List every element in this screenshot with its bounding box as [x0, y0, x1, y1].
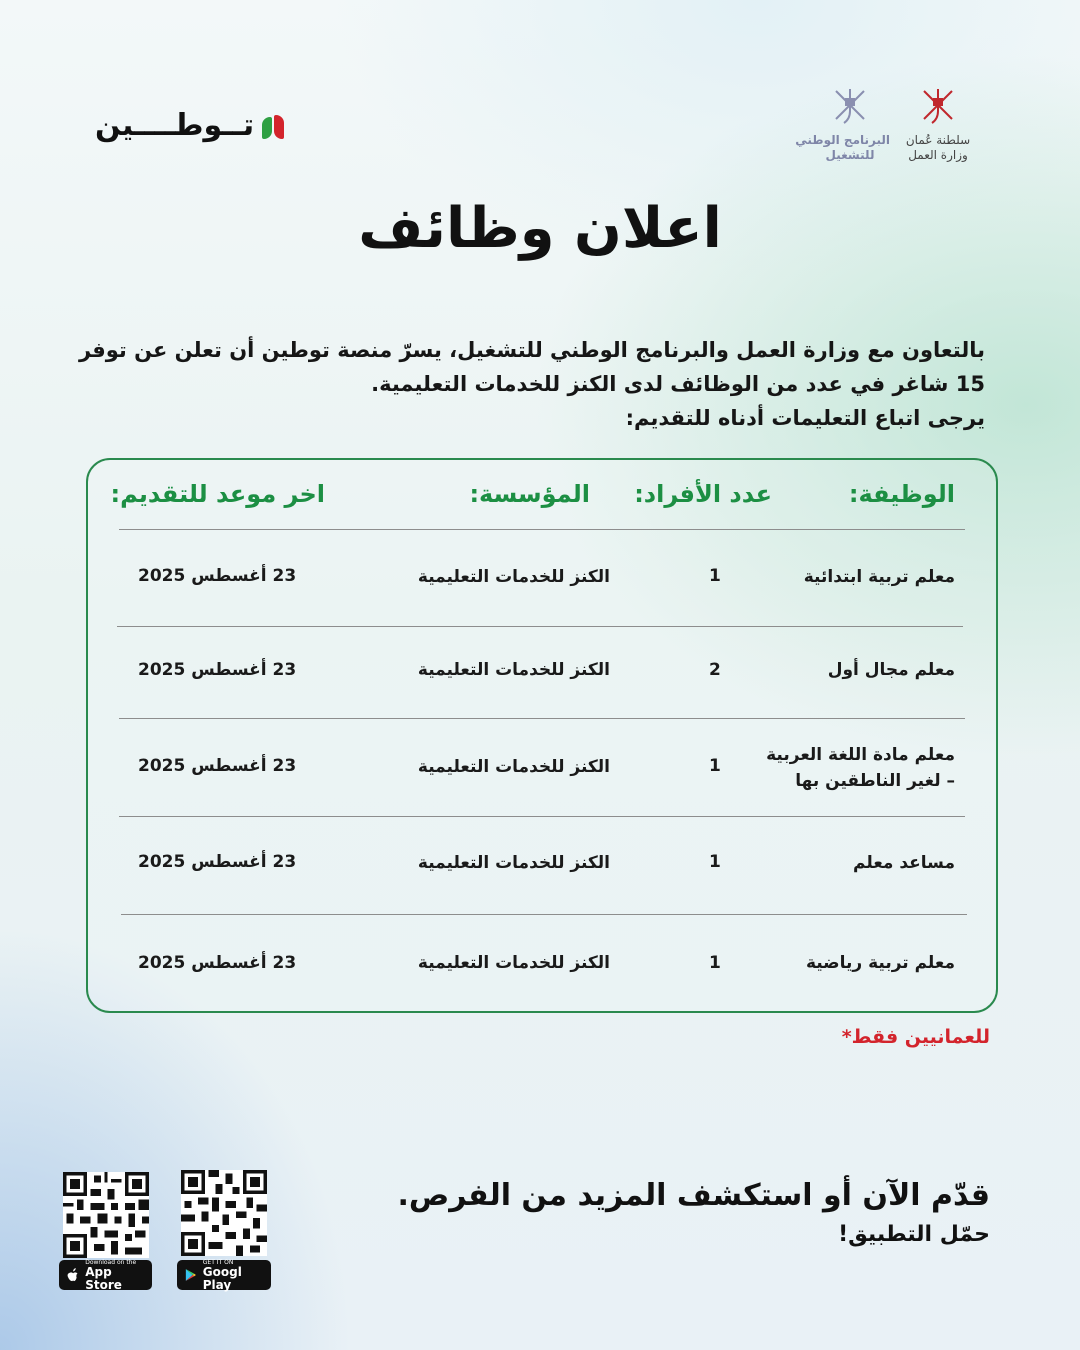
table-row-job: معلم مادة اللغة العربية	[766, 745, 955, 765]
ministry-line1: سلطنة عُمان	[905, 133, 971, 147]
table-row-deadline: 23 أغسطس 2025	[138, 660, 297, 680]
app-store-small: Download on the	[85, 1258, 137, 1266]
jobs-table	[86, 458, 998, 1013]
table-row-count: 2	[709, 660, 721, 680]
table-row-count: 1	[709, 953, 721, 973]
apple-icon	[67, 1267, 79, 1283]
table-row-job: معلم تربية رياضية	[805, 953, 955, 973]
table-row-deadline: 23 أغسطس 2025	[138, 756, 297, 776]
brand-name: تــوطــــين	[95, 108, 255, 143]
header-deadline: اخر موعد للتقديم:	[110, 480, 325, 508]
omanis-only-note: للعمانيين فقط*	[841, 1026, 990, 1048]
app-store-qr-code[interactable]	[63, 1172, 149, 1258]
table-row-institution: الكنز للخدمات التعليمية	[417, 853, 610, 873]
national-employment-program-logo	[795, 85, 890, 163]
program-line2: للتشغيل	[825, 148, 875, 162]
table-row-count: 1	[709, 852, 721, 872]
table-row-deadline: 23 أغسطس 2025	[138, 566, 297, 586]
row-divider	[119, 816, 965, 817]
app-store-big: App Store	[85, 1264, 122, 1292]
table-row-count: 1	[709, 566, 721, 586]
ministry-line2: وزارة العمل	[908, 148, 968, 162]
table-row-count: 1	[709, 756, 721, 776]
row-divider	[119, 529, 965, 530]
google-play-icon	[185, 1267, 197, 1283]
header-institution: المؤسسة:	[469, 480, 590, 508]
row-divider	[119, 718, 965, 719]
google-play-small: GET IT ON	[202, 1258, 234, 1266]
intro-line: 15 شاغر في عدد من الوظائف لدى الكنز للخدمات التعليمية.	[371, 372, 985, 396]
google-play-badge[interactable]	[177, 1260, 271, 1290]
tawteen-mark-icon	[260, 111, 288, 141]
table-row-institution: الكنز للخدمات التعليمية	[417, 567, 610, 587]
table-row-job: معلم مجال أول	[827, 660, 955, 680]
table-row-job-continued: – لغير الناطقين بها	[795, 771, 955, 791]
table-row-deadline: 23 أغسطس 2025	[138, 953, 297, 973]
ministry-of-labour-logo	[898, 85, 978, 163]
tawteen-logo	[95, 108, 288, 143]
table-row-job: مساعد معلم	[853, 853, 955, 873]
header-job: الوظيفة:	[848, 480, 955, 508]
row-divider	[121, 914, 967, 915]
table-row-institution: الكنز للخدمات التعليمية	[417, 953, 610, 973]
cta-headline: قدّم الآن أو استكشف المزيد من الفرص.	[397, 1178, 990, 1213]
table-row-institution: الكنز للخدمات التعليمية	[417, 660, 610, 680]
app-store-badge[interactable]	[59, 1260, 152, 1290]
google-play-qr-code[interactable]	[181, 1170, 267, 1256]
google-play-big: Googl Play	[202, 1264, 242, 1292]
intro-line: بالتعاون مع وزارة العمل والبرنامج الوطني للتشغيل، يسرّ منصة توطين أن تعلن عن توفر	[78, 338, 985, 362]
cta-download: حمّل التطبيق!	[838, 1222, 990, 1247]
table-row-deadline: 23 أغسطس 2025	[138, 852, 297, 872]
program-line1: البرنامج الوطني	[795, 133, 890, 147]
table-row-institution: الكنز للخدمات التعليمية	[417, 757, 610, 777]
intro-line: يرجى اتباع التعليمات أدناه للتقديم:	[625, 406, 985, 430]
khanjar-emblem-icon	[830, 85, 870, 129]
table-row-job: معلم تربية ابتدائية	[803, 567, 955, 587]
oman-emblem-icon	[918, 85, 958, 129]
page-title: اعلان وظائف	[358, 196, 722, 261]
header-count: عدد الأفراد:	[634, 480, 772, 508]
row-divider	[117, 626, 963, 627]
intro-text	[78, 333, 985, 435]
